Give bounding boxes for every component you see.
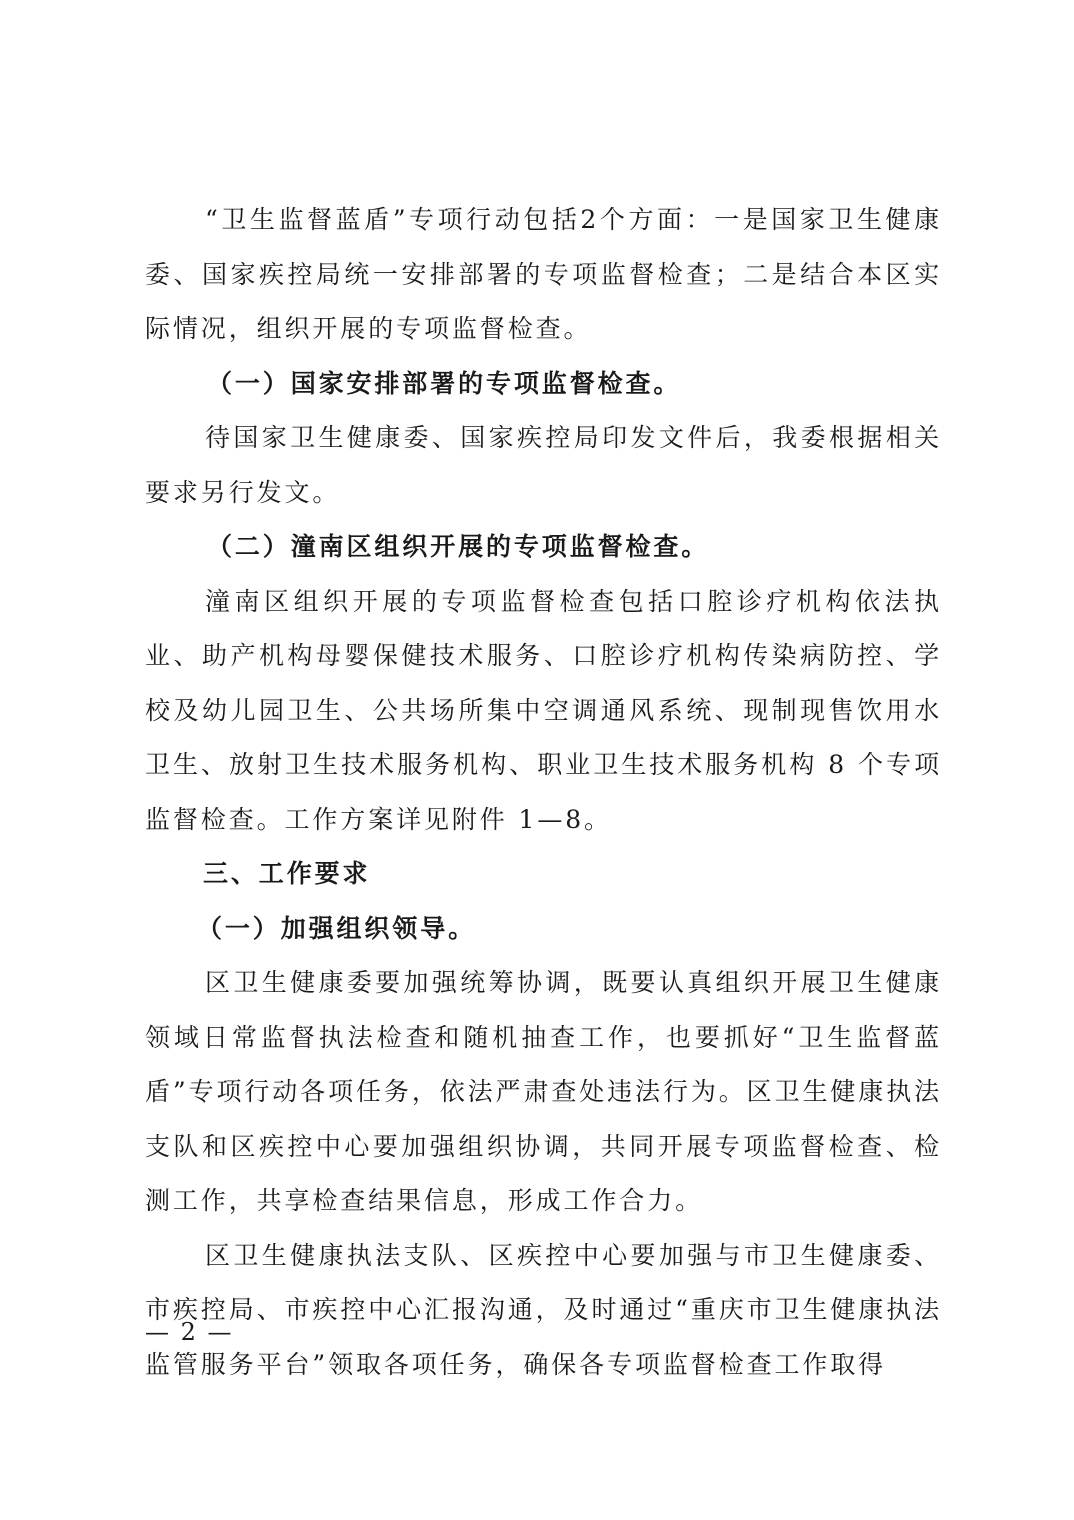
document-body (145, 193, 942, 1392)
paragraph-leadership: 区卫生健康委要加强统筹协调，既要认真组织开展卫生健康领域日常监督执法检查和随机抽查工作，也要抓好“卫生监督蓝盾”专项行动各项任务，依法严肃查处违法行为。区卫生健康执法支队和区疾控中心要加强组织协调，共同开展专项监督检查、检测工作，共享检查结果信息，形成工作合力。 (145, 968, 942, 1215)
page-number: — 2 — (145, 1318, 234, 1346)
subheading-district: （二）潼南区组织开展的专项监督检查。 (207, 532, 710, 561)
subheading-national: （一）国家安排部署的专项监督检查。 (207, 368, 682, 398)
paragraph-national: 待国家卫生健康委、国家疾控局印发文件后，我委根据相关要求另行发文。 (145, 423, 942, 507)
paragraph-communication: 区卫生健康执法支队、区疾控中心要加强与市卫生健康委、市疾控局、市疾控中心汇报沟通，及时通过“重庆市卫生健康执法监管服务平台”领取各项任务，确保各专项监督检查工作取得 (145, 1240, 942, 1379)
paragraph-intro: “卫生监督蓝盾”专项行动包括2个方面：一是国家卫生健康委、国家疾控局统一安排部署的专项监督检查；二是结合本区实际情况，组织开展的专项监督检查。 (145, 205, 942, 343)
section-heading-requirements: 三、工作要求 (203, 859, 371, 888)
subheading-leadership: （一）加强组织领导。 (197, 913, 477, 943)
paragraph-district: 潼南区组织开展的专项监督检查包括口腔诊疗机构依法执业、助产机构母婴保健技术服务、口腔诊疗机构传染病防控、学校及幼儿园卫生、公共场所集中空调通风系统、现制现售饮用水卫生、放射卫生技术服务机构、职业卫生技术服务机构 8 个专项监督检查。工作方案详见附件 1—8。 (145, 586, 942, 834)
